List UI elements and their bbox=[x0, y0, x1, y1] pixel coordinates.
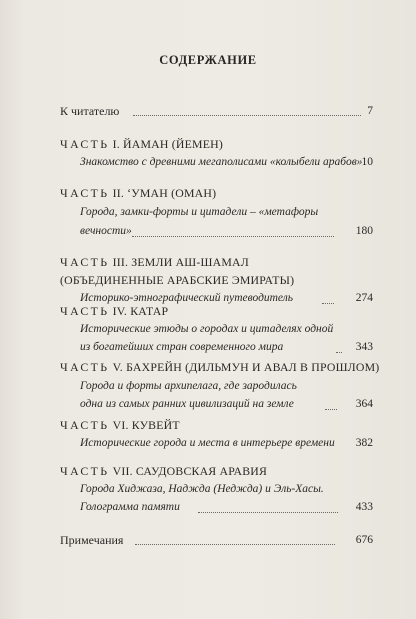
part-title: I. ЙАМАН (ЙЕМЕН) bbox=[112, 137, 223, 151]
toc-entry-notes-label: Примечания bbox=[60, 533, 124, 547]
part-page-number: 382 bbox=[355, 437, 373, 449]
part-title: IV. КАТАР bbox=[112, 304, 169, 318]
part-heading bbox=[60, 186, 216, 201]
part-description: Знакомство с древними мегаполисами «колыбели арабов» bbox=[80, 156, 363, 168]
part-description: Историко-этнографический путеводитель bbox=[80, 292, 294, 304]
part-word: ЧАСТЬ bbox=[60, 464, 110, 478]
toc-entry-intro-page: 7 bbox=[367, 105, 373, 117]
dot-leader bbox=[133, 115, 361, 116]
dot-leader bbox=[135, 544, 335, 545]
part-description: Города, замки-форты и цитадели – «метафоры bbox=[80, 206, 319, 218]
part-heading bbox=[60, 360, 379, 375]
part-heading-continued: (ОБЪЕДИНЕННЫЕ АРАБСКИЕ ЭМИРАТЫ) bbox=[60, 273, 295, 287]
part-description: Исторические этюды о городах и цитаделях одной bbox=[80, 323, 334, 335]
part-page-number: 180 bbox=[355, 225, 373, 237]
part-title: VI. КУВЕЙТ bbox=[112, 418, 180, 432]
toc-entry-intro-label: К читателю bbox=[60, 104, 120, 118]
part-word: ЧАСТЬ bbox=[60, 186, 110, 200]
part-heading bbox=[60, 464, 267, 479]
part-word: ЧАСТЬ bbox=[60, 360, 110, 374]
toc-entry-notes-page: 676 bbox=[355, 534, 373, 546]
part-description: Города Хиджаза, Наджда (Неджда) и Эль-Хасы. bbox=[80, 483, 324, 495]
part-page-number: 10 bbox=[361, 156, 373, 168]
part-page-number: 274 bbox=[355, 292, 373, 304]
part-description: одна из самых ранних цивилизаций на земле bbox=[80, 398, 294, 410]
part-heading bbox=[60, 255, 249, 270]
part-title: VII. САУДОВСКАЯ АРАВИЯ bbox=[112, 464, 268, 478]
part-heading bbox=[60, 418, 180, 433]
part-heading bbox=[60, 304, 168, 319]
part-title: III. ЗЕМЛИ АШ-ШАМАЛ bbox=[112, 255, 249, 269]
part-word: ЧАСТЬ bbox=[60, 418, 110, 432]
part-heading bbox=[60, 137, 223, 152]
part-page-number: 364 bbox=[355, 398, 373, 410]
part-description: вечности» bbox=[80, 225, 132, 237]
part-page-number: 433 bbox=[355, 501, 373, 513]
part-description: из богатейших стран современного мира bbox=[80, 341, 284, 353]
part-page-number: 343 bbox=[355, 341, 373, 353]
part-word: ЧАСТЬ bbox=[60, 304, 110, 318]
page-title: СОДЕРЖАНИЕ bbox=[159, 53, 257, 67]
part-word: ЧАСТЬ bbox=[60, 137, 110, 151]
part-description: Города и форты архипелага, где зародилась bbox=[80, 380, 297, 392]
part-word: ЧАСТЬ bbox=[60, 255, 110, 269]
dot-leader bbox=[132, 236, 334, 237]
part-title: II. ‘УМАН (ОМАН) bbox=[112, 186, 217, 200]
part-title: V. БАХРЕЙН (ДИЛЬМУН И АВАЛ В ПРОШЛОМ) bbox=[112, 360, 380, 374]
part-description: Исторические города и места в интерьере времени bbox=[80, 437, 335, 449]
part-description: Голограмма памяти bbox=[80, 501, 180, 513]
dot-leader bbox=[198, 512, 338, 513]
